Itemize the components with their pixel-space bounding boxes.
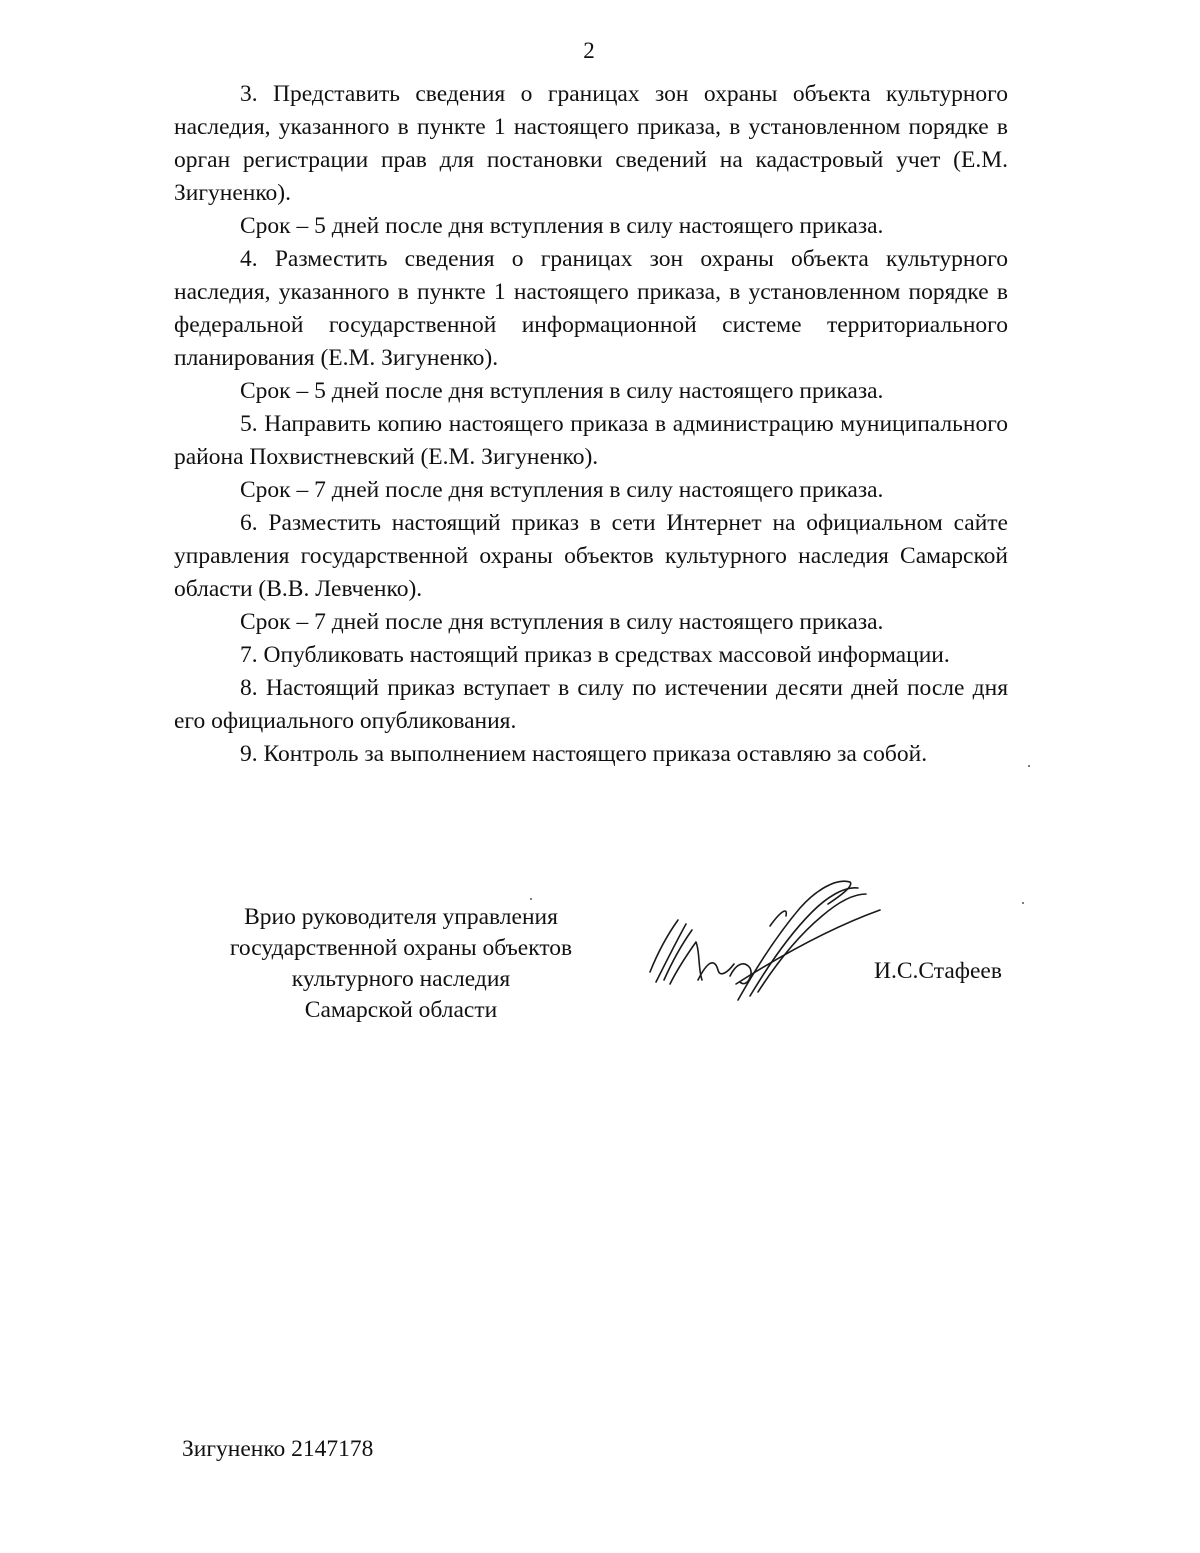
item-5: 5. Направить копию настоящего приказа в администрацию муниципального района Похвистневский (Е.М. Зигуненко). — [174, 411, 1008, 470]
deadline-4: Срок – 5 дней после дня вступления в силу настоящего приказа. — [240, 378, 884, 404]
page-number: 2 — [583, 38, 595, 63]
scan-speck — [1028, 765, 1030, 767]
scan-speck — [530, 898, 532, 900]
item-3: 3. Представить сведения о границах зон охраны объекта культурного наследия, указанного в пункте 1 настоящего приказа, в установленном порядке в орган регистрации прав для постановки сведений на кадастровый учет (Е.М. Зигуненко). — [174, 81, 1008, 206]
deadline-3: Срок – 5 дней после дня вступления в силу настоящего приказа. — [240, 213, 884, 239]
deadline-6: Срок – 7 дней после дня вступления в силу настоящего приказа. — [240, 609, 884, 635]
position-line: Самарской области — [304, 997, 498, 1023]
signatory-name: И.С.Стафеев — [874, 958, 1002, 984]
item-4: 4. Разместить сведения о границах зон охраны объекта культурного наследия, указанного в пункте 1 настоящего приказа, в установленном порядке в федеральной государственной информационной системе территориального планирования (Е.М. Зигуненко). — [174, 246, 1008, 371]
position-line: Врио руководителя управления — [244, 904, 558, 930]
item-9: 9. Контроль за выполнением настоящего приказа оставляю за собой. — [240, 741, 928, 767]
item-7: 7. Опубликовать настоящий приказ в средствах массовой информации. — [240, 642, 950, 668]
order-body — [174, 78, 1008, 771]
position-line: культурного наследия — [291, 966, 511, 992]
executor-note: Зигуненко 2147178 — [182, 1436, 374, 1462]
deadline-5: Срок – 7 дней после дня вступления в силу настоящего приказа. — [240, 477, 884, 503]
handwritten-signature — [640, 872, 890, 1002]
item-8: 8. Настоящий приказ вступает в силу по истечении десяти дней после дня его официального опубликования. — [174, 675, 1008, 734]
position-line: государственной охраны объектов — [229, 935, 573, 961]
scan-speck — [1022, 902, 1024, 904]
item-6: 6. Разместить настоящий приказ в сети Интернет на официальном сайте управления государственной охраны объектов культурного наследия Самарской области (В.В. Левченко). — [174, 510, 1008, 602]
signatory-position — [196, 902, 606, 1026]
